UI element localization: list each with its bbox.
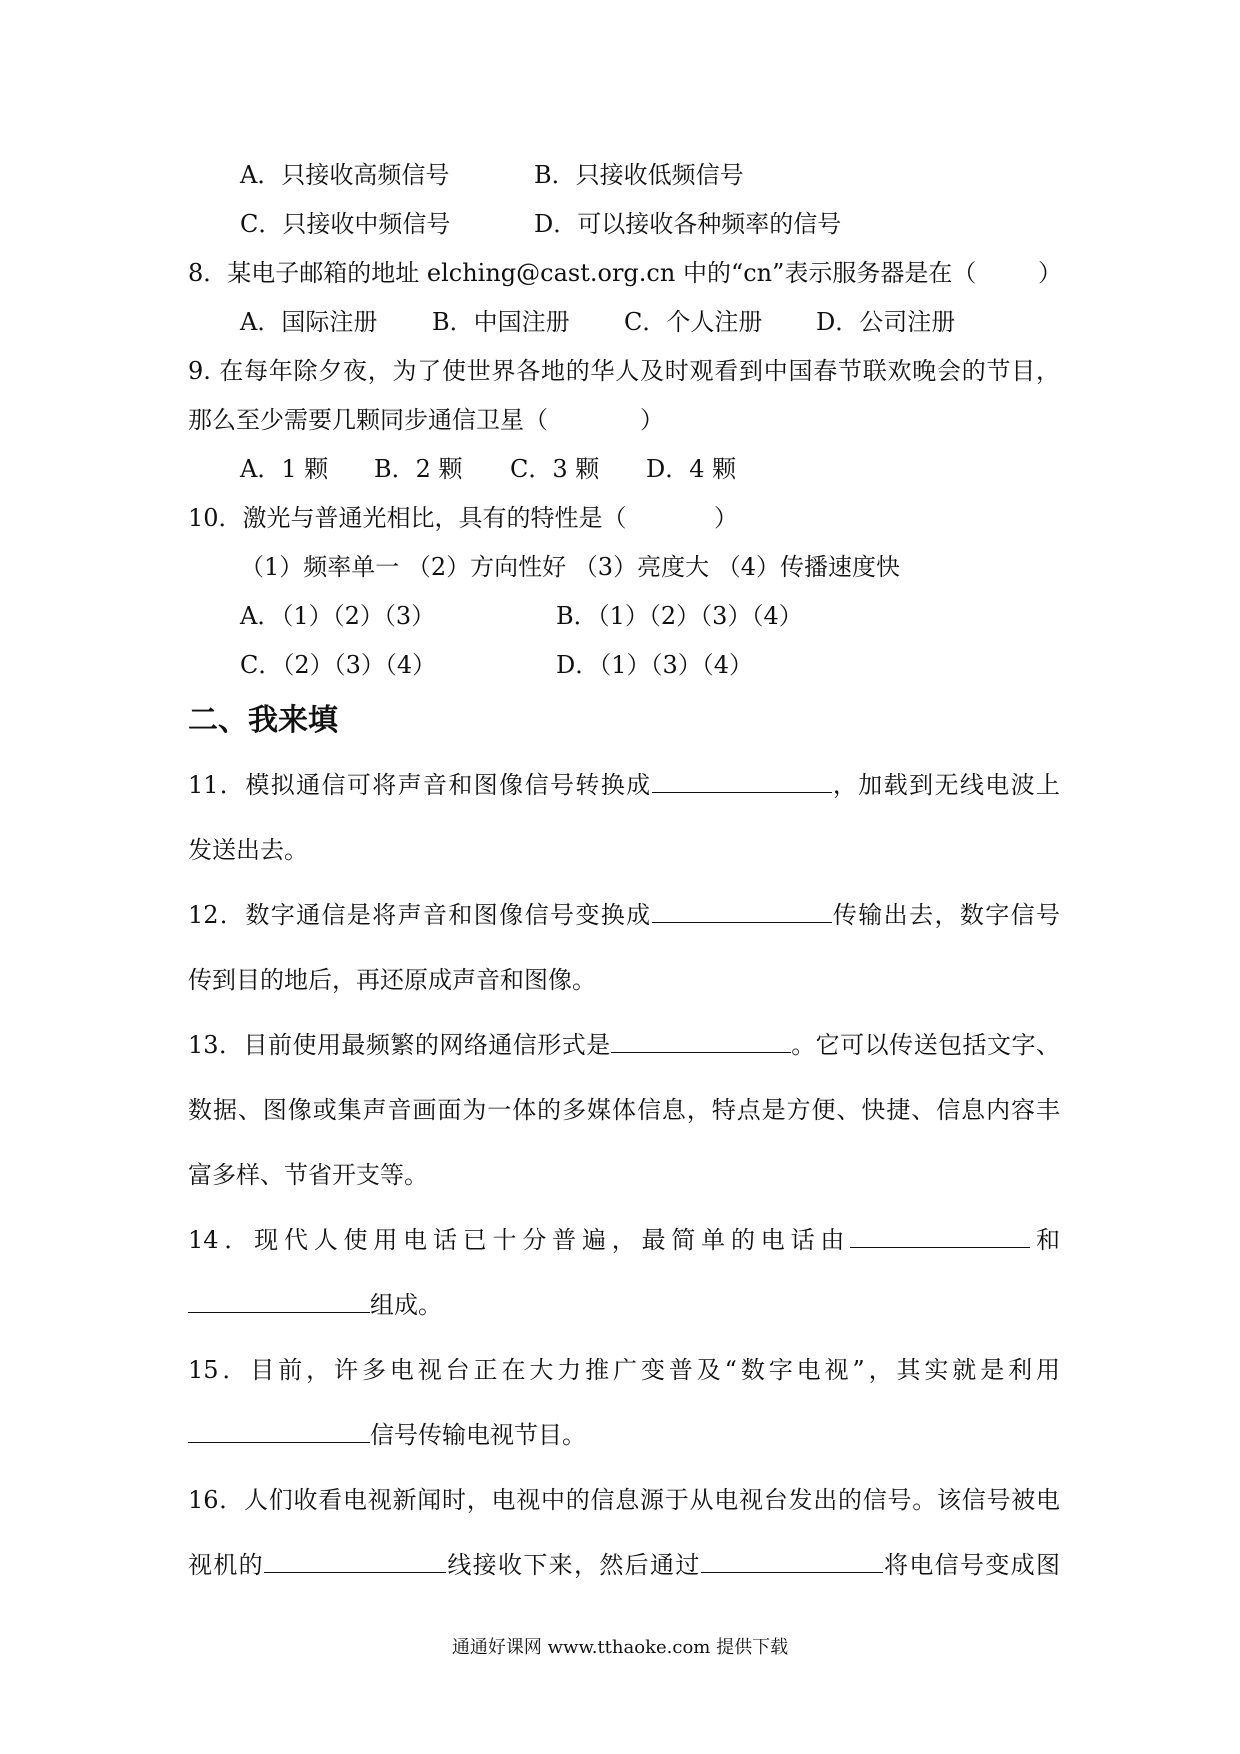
q10-option-d: D．（1）（3）（4）	[556, 651, 754, 679]
q12-answer-blank[interactable]	[652, 900, 832, 923]
q10-option-a: A．（1）（2）（3）	[240, 602, 436, 630]
q16-text-mid: 线接收下来，然后通过	[446, 1551, 701, 1579]
q9-option-c: C．3 颗	[510, 455, 600, 483]
q16-answer-blank-2[interactable]	[701, 1550, 883, 1573]
q13-text-post: 。它可以传送包括文字、	[790, 1031, 1061, 1059]
q16-answer-blank-1[interactable]	[264, 1550, 446, 1573]
q14-text-end: 组成。	[370, 1291, 442, 1319]
q16-text-post: 将电信号变成图	[882, 1551, 1061, 1579]
q13-line1	[188, 1030, 1060, 1060]
q14-line1	[188, 1225, 1060, 1255]
q16-line2	[188, 1550, 1060, 1580]
q16-line1: 16．人们收看电视新闻时，电视中的信息源于从电视台发出的信号。该信号被电	[188, 1486, 1060, 1514]
q15-answer-blank[interactable]	[188, 1420, 370, 1443]
q14-answer-blank-1[interactable]	[850, 1225, 1030, 1248]
q12-text-pre: 12．数字通信是将声音和图像信号变换成	[188, 901, 652, 929]
q9-option-d: D．4 颗	[646, 455, 737, 483]
q15-line2	[188, 1420, 586, 1450]
q7-option-d: D．可以接收各种频率的信号	[534, 210, 842, 238]
q13-line2: 数据、图像或集声音画面为一体的多媒体信息，特点是方便、快捷、信息内容丰	[188, 1096, 1060, 1124]
q14-text-post: 和	[1030, 1226, 1061, 1254]
q9-line2: 那么至少需要几颗同步通信卫星（	[188, 406, 548, 434]
q8-option-c: C．个人注册	[624, 308, 763, 336]
q10-stem: 10．激光与普通光相比，具有的特性是（	[188, 504, 627, 532]
q11-text-post: ，加载到无线电波上	[831, 771, 1060, 799]
q13-text-pre: 13．目前使用最频繁的网络通信形式是	[188, 1031, 611, 1059]
q11-line2: 发送出去。	[188, 836, 308, 864]
q10-bracket-close: ）	[714, 504, 738, 532]
q11-line1	[188, 770, 1060, 800]
q10-option-b: B．（1）（2）（3）（4）	[556, 602, 803, 630]
q11-text-pre: 11．模拟通信可将声音和图像信号转换成	[188, 771, 652, 799]
q8-option-a: A．国际注册	[240, 308, 378, 336]
q12-line1	[188, 900, 1060, 930]
q8-option-b: B．中国注册	[432, 308, 570, 336]
page-footer: 通通好课网 www.tthaoke.com 提供下载	[451, 1637, 789, 1658]
q14-answer-blank-2[interactable]	[188, 1290, 370, 1313]
q15-line1: 15．目前，许多电视台正在大力推广变普及“数字电视”，其实就是利用	[188, 1356, 1060, 1384]
q15-text-end: 信号传输电视节目。	[370, 1421, 586, 1449]
q13-answer-blank[interactable]	[611, 1030, 791, 1053]
q8-stem: 8．某电子邮箱的地址 elching@cast.org.cn 中的“cn”表示服务器是在（	[188, 259, 977, 287]
q9-option-a: A．1 颗	[240, 455, 329, 483]
q9-bracket-close: ）	[640, 406, 664, 434]
q10-option-c: C．（2）（3）（4）	[240, 651, 437, 679]
q10-items: （1）频率单一 （2）方向性好 （3）亮度大 （4）传播速度快	[240, 553, 900, 581]
q14-text-pre: 14．现代人使用电话已十分普遍，最简单的电话由	[188, 1226, 851, 1254]
q8-option-d: D．公司注册	[816, 308, 956, 336]
q16-text-pre: 视机的	[188, 1551, 264, 1579]
q13-line3: 富多样、节省开支等。	[188, 1161, 428, 1189]
q12-text-post: 传输出去，数字信号	[831, 901, 1060, 929]
q7-option-c: C．只接收中频信号	[240, 210, 451, 238]
q12-line2: 传到目的地后，再还原成声音和图像。	[188, 966, 596, 994]
q9-line1: 9. 在每年除夕夜，为了使世界各地的华人及时观看到中国春节联欢晚会的节目，	[188, 357, 1060, 385]
section-heading: 二、我来填	[188, 703, 338, 738]
q7-option-b: B．只接收低频信号	[534, 161, 744, 189]
q9-option-b: B．2 颗	[374, 455, 463, 483]
q14-line2	[188, 1290, 442, 1320]
q11-answer-blank[interactable]	[652, 770, 832, 793]
q7-option-a: A．只接收高频信号	[240, 161, 450, 189]
q8-bracket-close: ）	[1038, 259, 1062, 287]
